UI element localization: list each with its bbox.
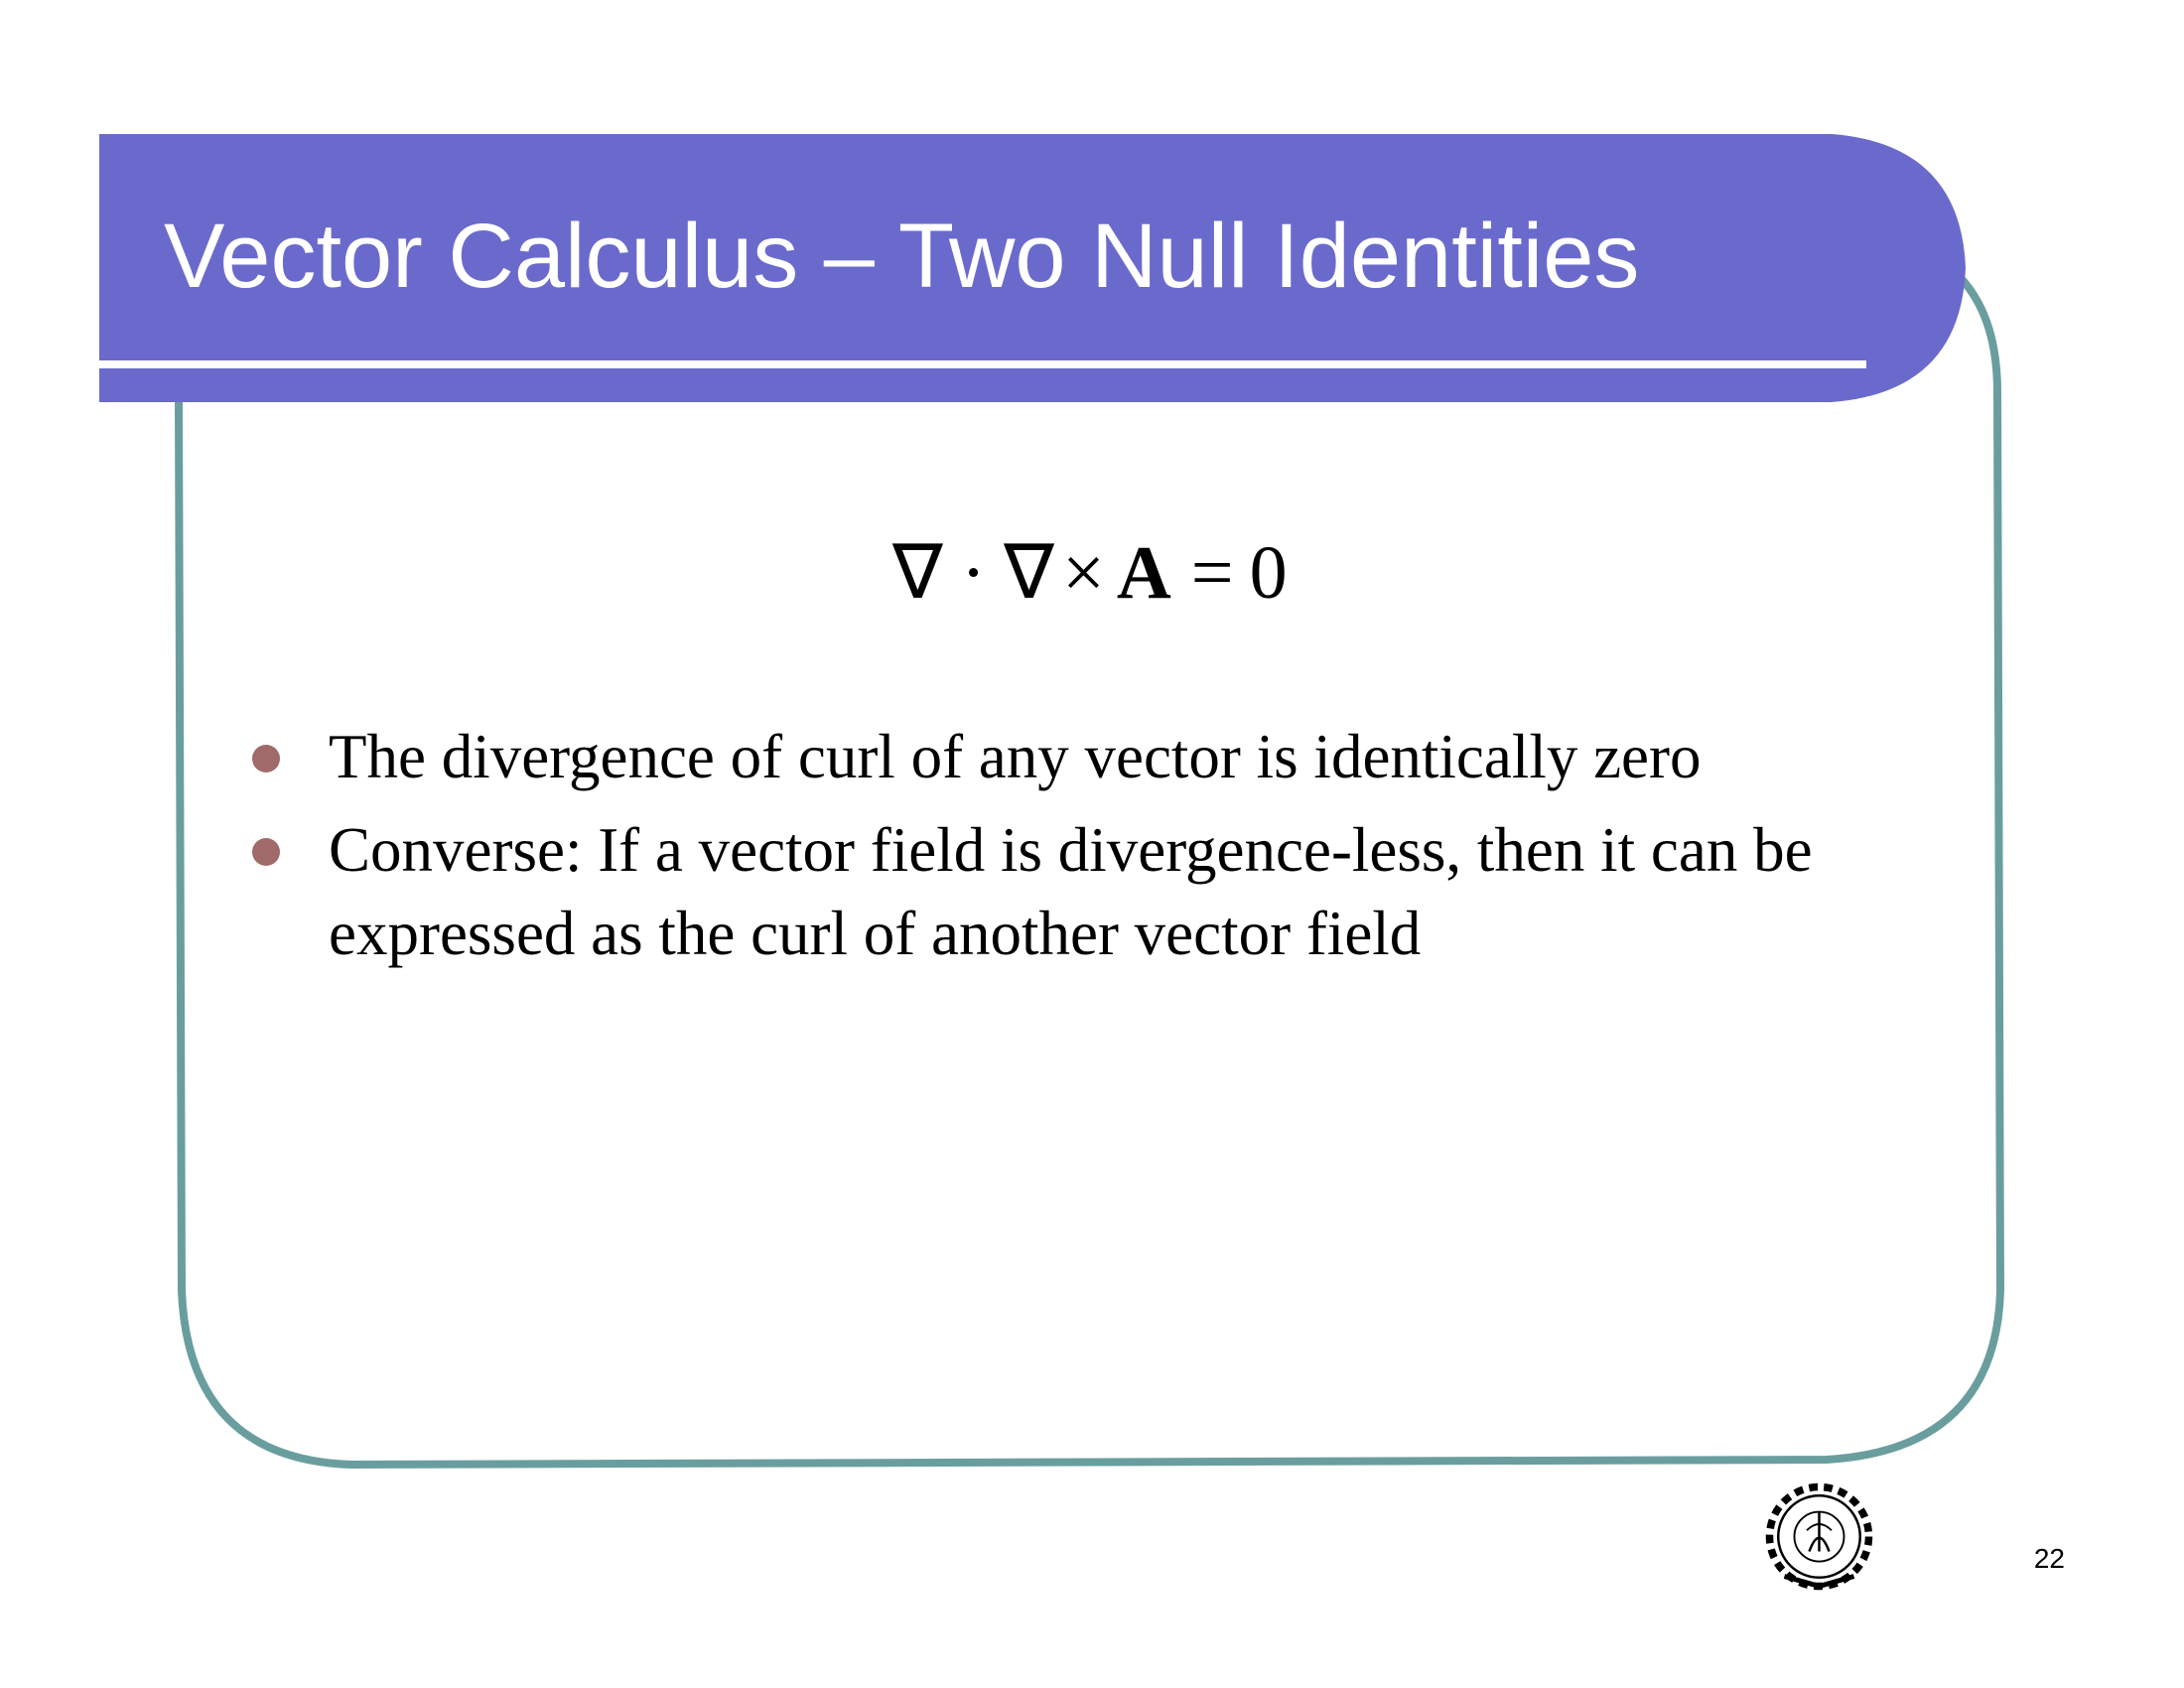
bullet-text: The divergence of curl of any vector is identically zero <box>329 722 1702 791</box>
page-number: 22 <box>2033 1543 2065 1574</box>
slide-title: Vector Calculus – Two Null Identities <box>164 206 1640 307</box>
list-item <box>248 808 1936 975</box>
vector-a: A <box>1116 531 1171 615</box>
institute-logo-icon <box>1757 1475 1881 1599</box>
nabla-symbol: ∇ <box>892 531 943 615</box>
formula <box>888 518 1292 628</box>
nabla-symbol: ∇ <box>1004 531 1054 615</box>
cross-operator: × <box>1062 531 1105 615</box>
list-item <box>248 715 1936 798</box>
bullet-text: Converse: If a vector field is divergence-less, then it can be expressed as the curl of another vector field <box>329 815 1813 968</box>
header-underline <box>99 360 1866 368</box>
bullet-icon <box>252 745 280 773</box>
zero: 0 <box>1249 531 1288 615</box>
bullet-icon <box>252 838 280 866</box>
bullet-list <box>248 715 1936 985</box>
dot-operator: · <box>960 531 987 615</box>
equals-sign: = <box>1190 531 1234 615</box>
